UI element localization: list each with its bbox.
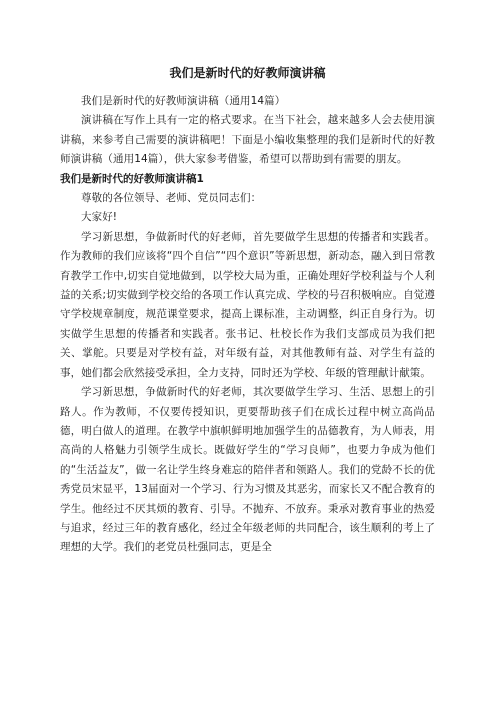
section-heading: 我们是新时代的好教师演讲稿1 — [60, 172, 204, 185]
document-subtitle: 我们是新时代的好教师演讲稿（通用14篇） — [81, 95, 286, 107]
body-paragraph-1: 学习新思想，争做新时代的好老师，首先要做学生思想的传播者和实践者。作为教师的我们应该将“四个自信”“四个意识”等新思想，新动态，融入到日常教育教学工作中,切实自觉地做到，以学校大局为重，正确处理好学校利益与个人利益的关系;切实做到学校交给的各项工作认真完成、学校的号召积极响应。自觉遵守学校规章制度，规范课堂要求，提高上课标准，主动调整，纠正自身行为。切实做学生思想的传播者和实践者。张书记、杜校长作为我们支部成员为我们把关、掌舵。只要是对学校有益，对年级有益，对其他教师有益、对学生有益的事，她们都会欣然接受承担，全力支持，同时还为学校、年级的管理献计献策。 — [60, 230, 435, 379]
greeting-line: 尊敬的各位领导、老师、党员同志们： — [81, 192, 262, 205]
document-title: 我们是新时代的好教师演讲稿 — [169, 66, 326, 80]
document-page — [60, 64, 435, 558]
hello-line: 大家好! — [81, 211, 118, 224]
body-paragraph-2: 学习新思想，争做新时代的好老师，其次要做学生学习、生活、思想上的引路人。作为教师，不仅要传授知识，更要帮助孩子们在成长过程中树立高尚品德，明白做人的道理。在教学中旗帜鲜明地加强学生的品德教育，为人师表，用高尚的人格魅力引领学生成长。既做好学生的“学习良师”，也要力争成为他们的“生活益友”，做一名让学生终身难忘的陪伴者和领路人。我们的党龄不长的优秀党员宋显平，13届面对一个学习、行为习惯及其恶劣，而家长又不配合教育的学生。他经过不厌其烦的教育、引导。不抛弃、不放弃。秉承对教育事业的热爱与追求，经过三年的教育感化，经过全年级老师的共同配合，该生顺利的考上了理想的大学。我们的老党员杜强同志，更是全 — [60, 386, 435, 554]
intro-paragraph: 演讲稿在写作上具有一定的格式要求。在当下社会，越来越多人会去使用演讲稿，来参考自己需要的演讲稿吧！下面是小编收集整理的我们是新时代的好教师演讲稿（通用14篇），供大家参考借鉴，希望可以帮助到有需要的朋友。 — [60, 114, 435, 166]
